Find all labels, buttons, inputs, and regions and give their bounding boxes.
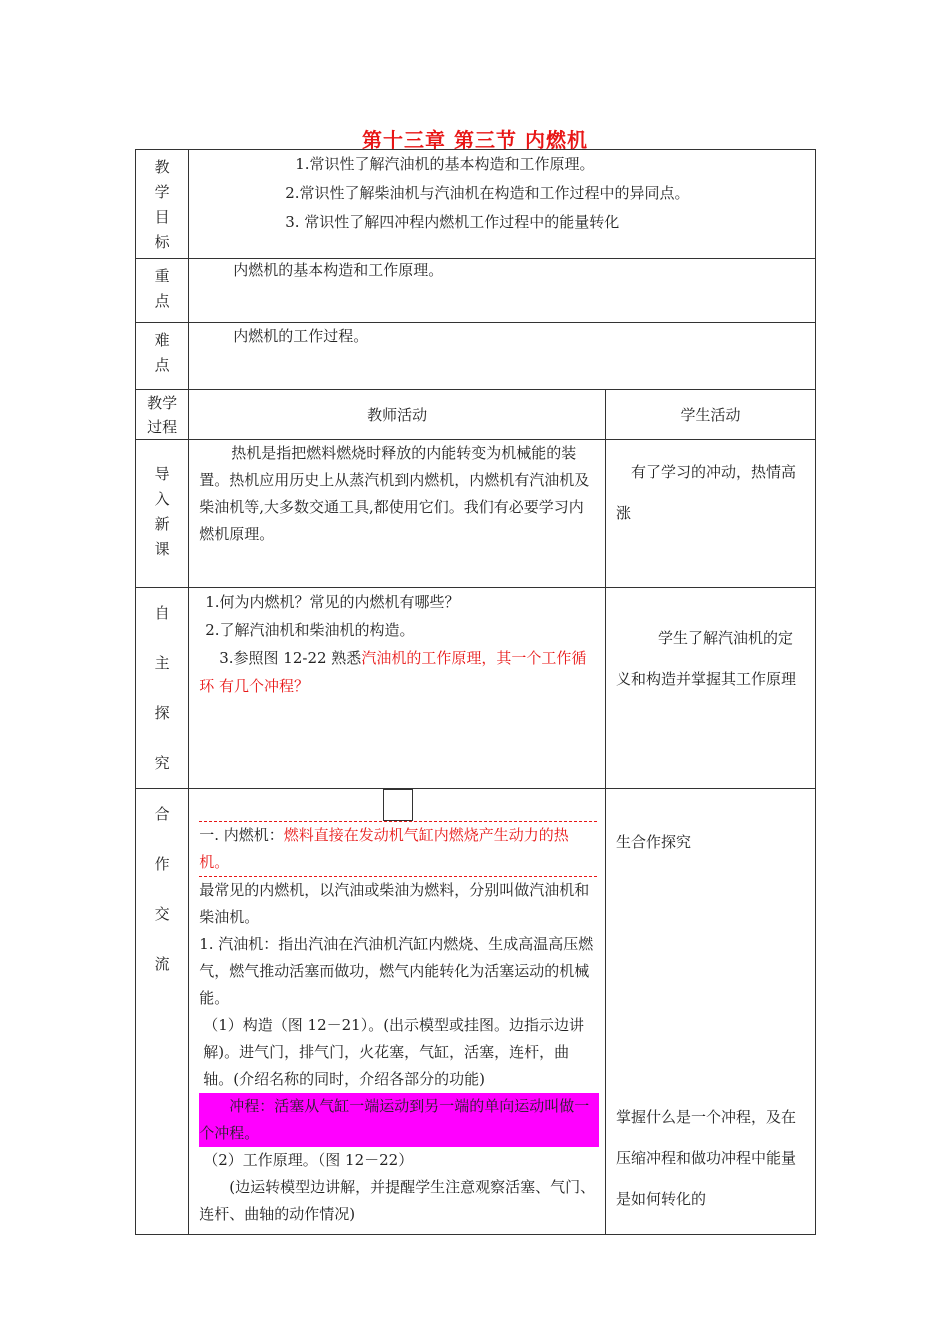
label-char: 重	[154, 267, 170, 285]
question-1: 1.何为内燃机？常见的内燃机有哪些？	[205, 593, 460, 611]
label-char: 入	[154, 490, 170, 508]
question-2: 2.了解汽油机和柴油机的构造。	[205, 621, 415, 639]
question-3-text: 3.参照图 12-22 熟悉	[219, 649, 362, 667]
difficulty-content: 内燃机的工作过程。	[189, 323, 816, 390]
student-activity-header: 学生活动	[606, 390, 816, 440]
teacher-activity-header: 教师活动	[189, 390, 606, 440]
label-char: 交	[154, 905, 170, 923]
label-char: 过程	[147, 418, 178, 436]
key-row	[136, 259, 816, 323]
definition-text: 燃料直接在发动机气缸内燃烧产生动力的热机。	[199, 826, 569, 871]
explanation: (边运转模型边讲解，并提醒学生注意观察活塞、气门、连杆、曲轴的动作情况)	[199, 1178, 596, 1223]
objectives-row	[136, 150, 816, 259]
label-char: 新	[154, 515, 170, 533]
label-char: 点	[154, 356, 170, 374]
label-char: 学	[154, 183, 170, 201]
definition	[199, 821, 597, 876]
label-char: 难	[154, 331, 170, 349]
self-study-row	[136, 588, 816, 789]
label-char: 自	[154, 604, 170, 622]
common-engines: 最常见的内燃机，以汽油或柴油为燃料，分别叫做汽油机和柴油机。	[199, 876, 597, 931]
difficulty-row	[136, 323, 816, 390]
label-char: 课	[154, 540, 170, 558]
label-char: 作	[154, 855, 170, 873]
label-char: 点	[154, 292, 170, 310]
cooperation-row	[136, 789, 816, 1235]
process-header-row	[136, 390, 816, 440]
structure: （1）构造（图 12－21）。(出示模型或挂图。边指示边讲解)。进气门，排气门，火花塞，气缸，活塞，连杆，曲轴。(介绍名称的同时，介绍各部分的功能)	[203, 1016, 585, 1088]
label-char: 导	[154, 465, 170, 483]
student-cooperation: 生合作探究	[616, 833, 692, 851]
objective-item: 1.常识性了解汽油机的基本构造和工作原理。	[295, 155, 595, 173]
gasoline-engine: 1. 汽油机：指出汽油在汽油机汽缸内燃烧、生成高温高压燃气，燃气推动活塞而做功，燃气内能转化为活塞运动的机械能。	[199, 935, 594, 1007]
label-char: 主	[154, 654, 170, 672]
working-principle: （2）工作原理。（图 12－22）	[203, 1151, 414, 1169]
difficulty-label	[136, 323, 189, 390]
page-title: 第十三章 第三节 内燃机	[362, 128, 588, 152]
self-study-student: 学生了解汽油机的定义和构造并掌握其工作原理	[606, 588, 816, 789]
objective-item: 3. 常识性了解四冲程内燃机工作过程中的能量转化	[285, 213, 620, 231]
cooperation-student	[606, 789, 816, 1235]
self-study-label	[136, 588, 189, 789]
intro-student: 有了学习的冲动，热情高涨	[606, 440, 816, 588]
label-char: 目	[154, 208, 170, 226]
placeholder-box	[383, 789, 413, 821]
intro-row	[136, 440, 816, 588]
label-char: 究	[154, 754, 170, 772]
label-char: 教学	[147, 394, 178, 412]
label-char: 合	[154, 805, 170, 823]
label-char: 探	[154, 704, 170, 722]
cooperation-label	[136, 789, 189, 1235]
label-char: 标	[154, 233, 170, 251]
objectives-content	[189, 150, 816, 259]
label-char: 教	[154, 158, 170, 176]
student-stroke: 掌握什么是一个冲程，及在压缩冲程和做功冲程中能量是如何转化的	[616, 1108, 797, 1208]
objectives-label	[136, 150, 189, 259]
stroke-definition: 冲程：活塞从气缸一端运动到另一端的单向运动叫做一个冲程。	[199, 1093, 599, 1147]
definition-label: 一. 内燃机：	[199, 826, 284, 844]
question-3	[199, 644, 597, 700]
objective-item: 2.常识性了解柴油机与汽油机在构造和工作过程中的异同点。	[285, 184, 690, 202]
lesson-plan-table	[135, 149, 816, 1235]
intro-teacher: 热机是指把燃料燃烧时释放的内能转变为机械能的装置。热机应用历史上从蒸汽机到内燃机，内燃机有汽油机及柴油机等,大多数交通工具,都使用它们。我们有必要学习内燃机原理。	[189, 440, 606, 588]
key-content: 内燃机的基本构造和工作原理。	[189, 259, 816, 323]
key-label	[136, 259, 189, 323]
process-label	[136, 390, 189, 440]
cooperation-teacher	[189, 789, 606, 1235]
intro-label	[136, 440, 189, 588]
self-study-teacher	[189, 588, 606, 789]
question-3-highlight: 汽油机的工作原理，其一个工作循环 有几个冲程？	[199, 649, 587, 695]
label-char: 流	[154, 955, 170, 973]
